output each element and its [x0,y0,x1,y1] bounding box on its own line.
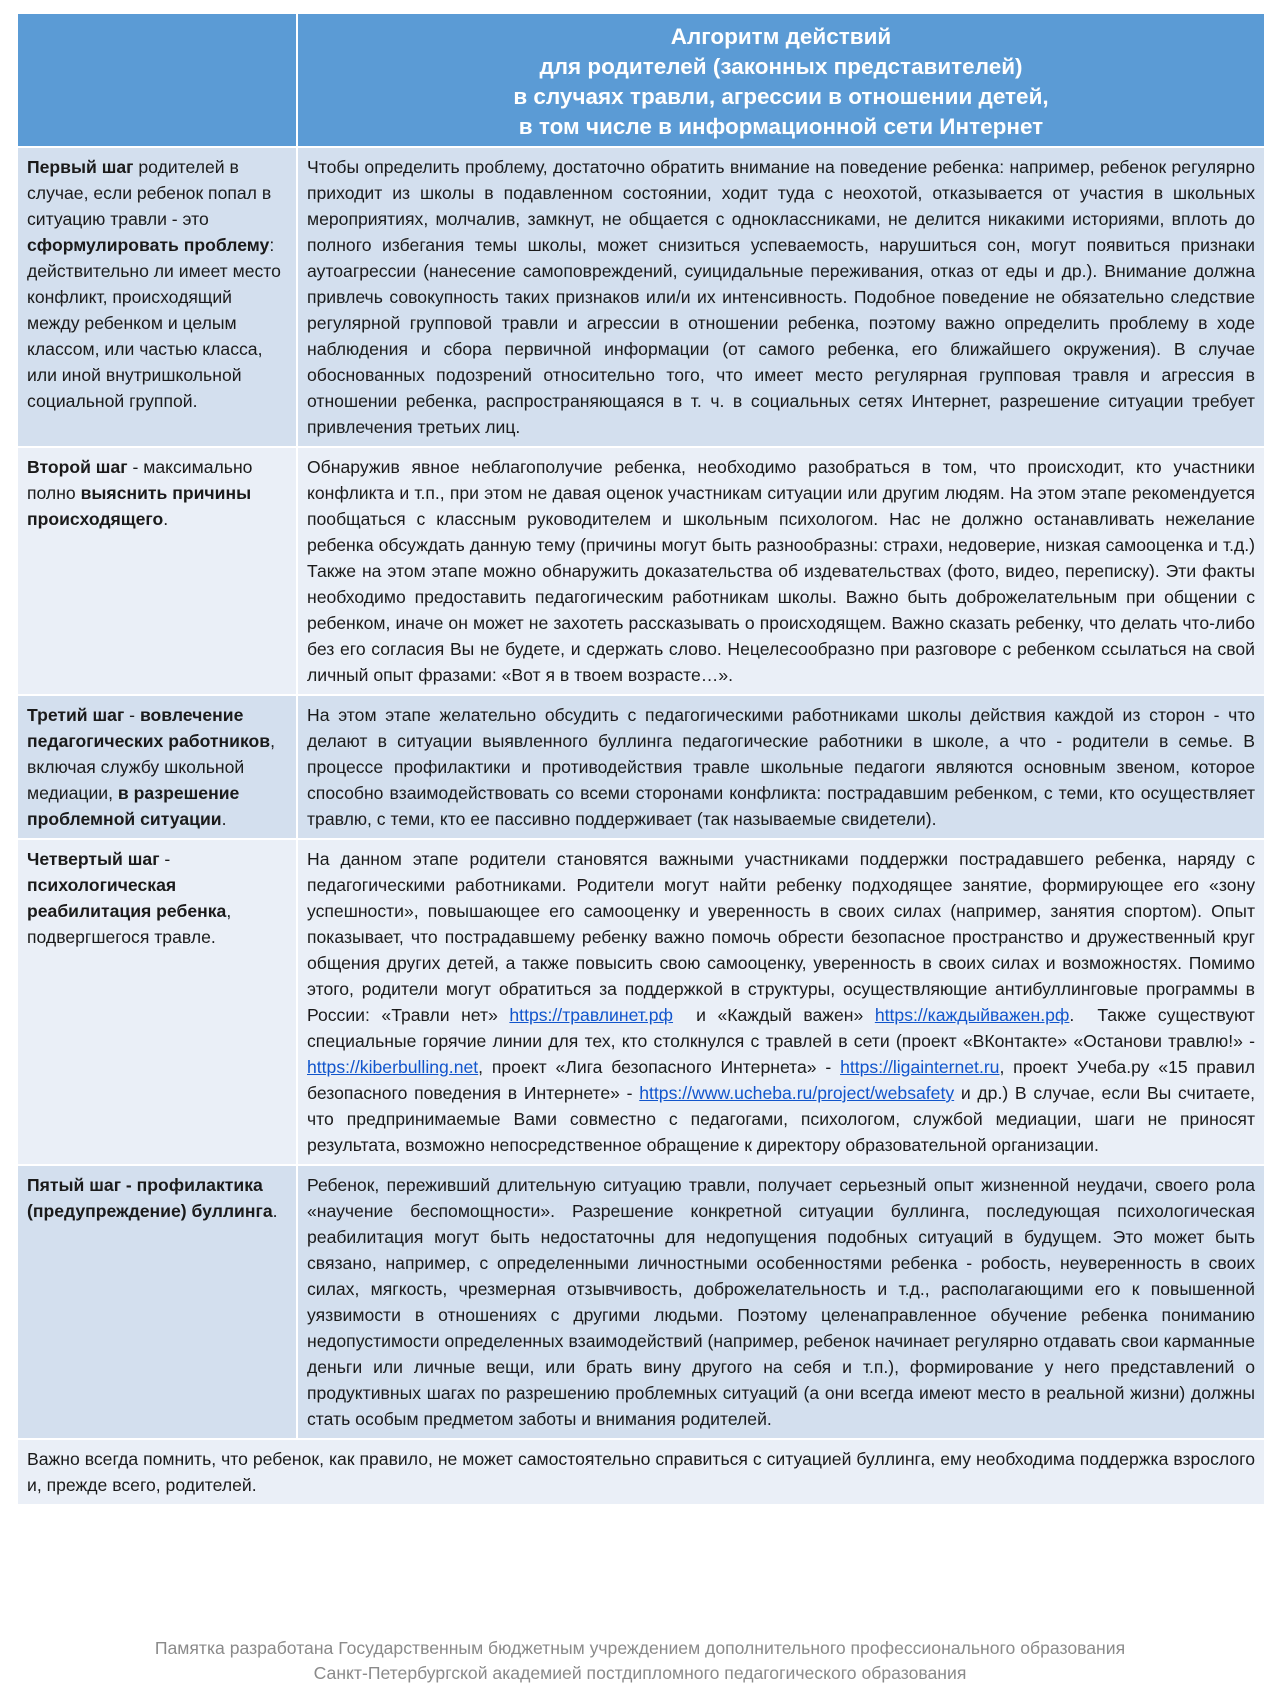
step-5-label: Пятый шаг - профилактика (предупреждение) буллинга [27,1175,273,1221]
table-row-conclusion [18,1440,1264,1504]
table-row-step-5 [18,1166,1264,1438]
step-3-emphasis: вовлечение педагогических работников [27,705,271,751]
link-ucheba-websafety[interactable]: https://www.ucheba.ru/project/websafety [639,1083,955,1103]
step-3-text-mid: , включая службу школьной медиации, [27,731,275,803]
step-1-title-cell [18,148,296,446]
step-5-text-end: . [272,1201,278,1221]
memo-sheet [16,12,1266,1506]
conclusion-text: Важно всегда помнить, что ребенок, как правило, не может самостоятельно справиться с ситуацией буллинга, ему необходима поддержка взрослого и, прежде всего, родителей. [18,1440,1264,1504]
step-4-text-end: , подвергшегося травле. [27,901,232,947]
link-kazhdyivazhen[interactable]: https://каждыйважен.рф [874,1005,1070,1025]
step-4-emphasis: психологическая реабилитация ребенка [27,875,227,921]
step-1-description: Чтобы определить проблему, достаточно обратить внимание на поведение ребенка: например, ребенок регулярно приходит из школы в подавленном состоянии, ходит туда с неохотой, отказывается от участия в школьных мероприятиях, молчалив, замкнут, не общается с одноклассниками, не делится никакими историями, вплоть до полного избегания темы школы, может снизиться успеваемость, нарушиться сон, могут появиться признаки аутоагрессии (нанесение самоповреждений, суицидальные переживания, отказ от еды и др.). Внимание должна привлечь совокупность таких признаков или/и их интенсивность. Подобное поведение не обязательно следствие регулярной групповой травли и агрессии в отношении ребенка, поэтому важно определить проблему в ходе наблюдения и сбора первичной информации (от самого ребенка, его ближайшего окружения). В случае обоснованных подозрений относительно того, что имеет место регулярная групповая травля и агрессия в отношении ребенка, распространяющаяся в т. ч. в социальных сетях Интернет, разрешение ситуации требует привлечения третьих лиц. [298,148,1264,446]
step-3-title-cell [18,696,296,838]
step-4-text-4: , проект «Лига безопасного Интернета» - [478,1057,841,1077]
footer-line-1: Памятка разработана Государственным бюджетным учреждением дополнительного профессионального образования [154,1638,1126,1658]
table-row-step-1 [18,148,1264,446]
title-line-3: в случаях травли, агрессии в отношении детей, [513,84,1049,109]
title-line-4: в том числе в информационной сети Интернет [518,114,1044,139]
step-1-label: Первый шаг [27,157,134,177]
title-line-2: для родителей (законных представителей) [539,54,1023,79]
step-2-title-cell [18,448,296,694]
step-4-text-6: и др.) В случае, если Вы считаете, что предпринимаемые Вами совместно с педагогами, психологом, службой медиации, шаги не приносят результата, возможно непосредственное обращение к директору образовательной организации. [307,1083,1256,1155]
step-1-text-end: : действительно ли имеет место конфликт, происходящий между ребенком и целым классом, или частью класса, или иной внутришкольной социальной группой. [27,235,281,411]
table-row-step-3 [18,696,1264,838]
table-row-step-4 [18,840,1264,1164]
step-2-label: Второй шаг [27,457,128,477]
step-3-description: На этом этапе желательно обсудить с педагогическими работниками школы действия каждой из сторон - что делают в ситуации выявленного буллинга педагогические работники в школе, а что - родители в семье. В процессе профилактики и противодействия травле школьные педагоги являются основным звеном, которое способно взаимодействовать со всеми сторонами конфликта: пострадавшим ребенком, с теми, кто осуществляет травлю, с теми, кто ее пассивно поддерживает (так называемые свидетели). [298,696,1264,838]
step-4-title-cell [18,840,296,1164]
link-kiberbulling[interactable]: https://kiberbulling.net [307,1057,479,1077]
page-title [298,14,1264,146]
link-ligainternet[interactable]: https://ligainternet.ru [840,1057,1000,1077]
step-4-description [298,840,1264,1164]
step-4-text-3: . Также существуют специальные горячие линии для тех, кто столкнулся с травлей в сети (проект «ВКонтакте» «Останови травлю!» - [307,1005,1260,1051]
step-2-description: Обнаружив явное неблагополучие ребенка, необходимо разобраться в том, что происходит, кто участники конфликта и т.п., при этом не давая оценок участникам ситуации или другим людям. На этом этапе рекомендуется пообщаться с классным руководителем и школьным психологом. Нас не должно останавливать нежелание ребенка обсуждать данную тему (причины могут быть разнообразны: страхи, недоверие, низкая самооценка и т.д.) Также на этом этапе можно обнаружить доказательства об издевательствах (фото, видео, переписку). Эти факты необходимо предоставить педагогическим работникам школы. Важно быть доброжелательным при общении с ребенком, иначе он может не захотеть рассказывать о происходящем. Важно сказать ребенку, что делать что-либо без его согласия Вы не будете, и сдержать слово. Нецелесообразно при разговоре с ребенком ссылаться на свой личный опыт фразами: «Вот я в твоем возрасте…». [298,448,1264,694]
header-empty-cell [18,14,296,146]
step-5-description: Ребенок, переживший длительную ситуацию травли, получает серьезный опыт жизненной неудачи, своего рола «научение беспомощности». Разрешение конкретной ситуации буллинга, последующая психологическая реабилитация могут быть недостаточны для недопущения подобных ситуаций в будущем. Это может быть связано, например, с определенными личностными особенностями ребенка - робость, неуверенность в своих силах, мягкость, чрезмерная отзывчивость, доброжелательность и т.д., располагающими его к повышенной уязвимости в отношениях с другими людьми. Поэтому целенаправленное обучение ребенка пониманию недопустимости определенных взаимодействий (например, ребенок начинает регулярно отдавать свои карманные деньги или личные вещи, или брать вину другого на себя и т.п.), формирование у него представлений о продуктивных шагах по разрешению проблемных ситуаций (а они всегда имеют место в реальной жизни) должны стать особым предметом заботы и внимания родителей. [298,1166,1264,1438]
step-2-text: - максимально полно [27,457,253,503]
step-4-label: Четвертый шаг [27,849,160,869]
step-5-title-cell [18,1166,296,1438]
step-2-text-end: . [163,509,169,529]
step-3-text: - [124,705,140,725]
algorithm-table [16,12,1266,1506]
title-line-1: Алгоритм действий [670,24,892,49]
step-4-text-2: и «Каждый важен» [673,1005,875,1025]
footer-credits [0,1636,1280,1686]
link-travlinet[interactable]: https://травлинет.рф [509,1005,674,1025]
step-3-text-end: . [221,809,227,829]
step-3-emphasis-2: в разрешение проблемной ситуации [27,783,240,829]
step-1-text: родителей в случае, если ребенок попал в ситуацию травли - это [27,157,272,229]
footer-line-2: Санкт-Петербургской академией постдипломного педагогического образования [313,1663,967,1683]
step-4-text-1: На данном этапе родители становятся важными участниками поддержки пострадавшего ребенка, наряду с педагогическими работниками. Родители могут найти ребенку подходящее занятие, формирующее его «зону успешности», повышающее его самооценку и уверенность в своих силах (например, занятия спортом). Опыт показывает, что пострадавшему ребенку важно помочь обрести безопасное пространство и дружественный круг общения других детей, а также повысить свою самооценку, уверенность в своих силах и возможностях. Помимо этого, родители могут обратиться за поддержкой в структуры, осуществляющие антибуллинговые программы в России: «Травли нет» [307,849,1255,1025]
table-header-row [18,14,1264,146]
step-4-text-5: , проект Учеба.ру «15 правил безопасного поведения в Интернете» - [307,1057,1255,1103]
step-2-emphasis: выяснить причины происходящего [27,483,252,529]
step-3-label: Третий шаг [27,705,125,725]
table-row-step-2 [18,448,1264,694]
step-1-emphasis: сформулировать проблему [27,235,270,255]
step-4-text: - [159,849,171,869]
